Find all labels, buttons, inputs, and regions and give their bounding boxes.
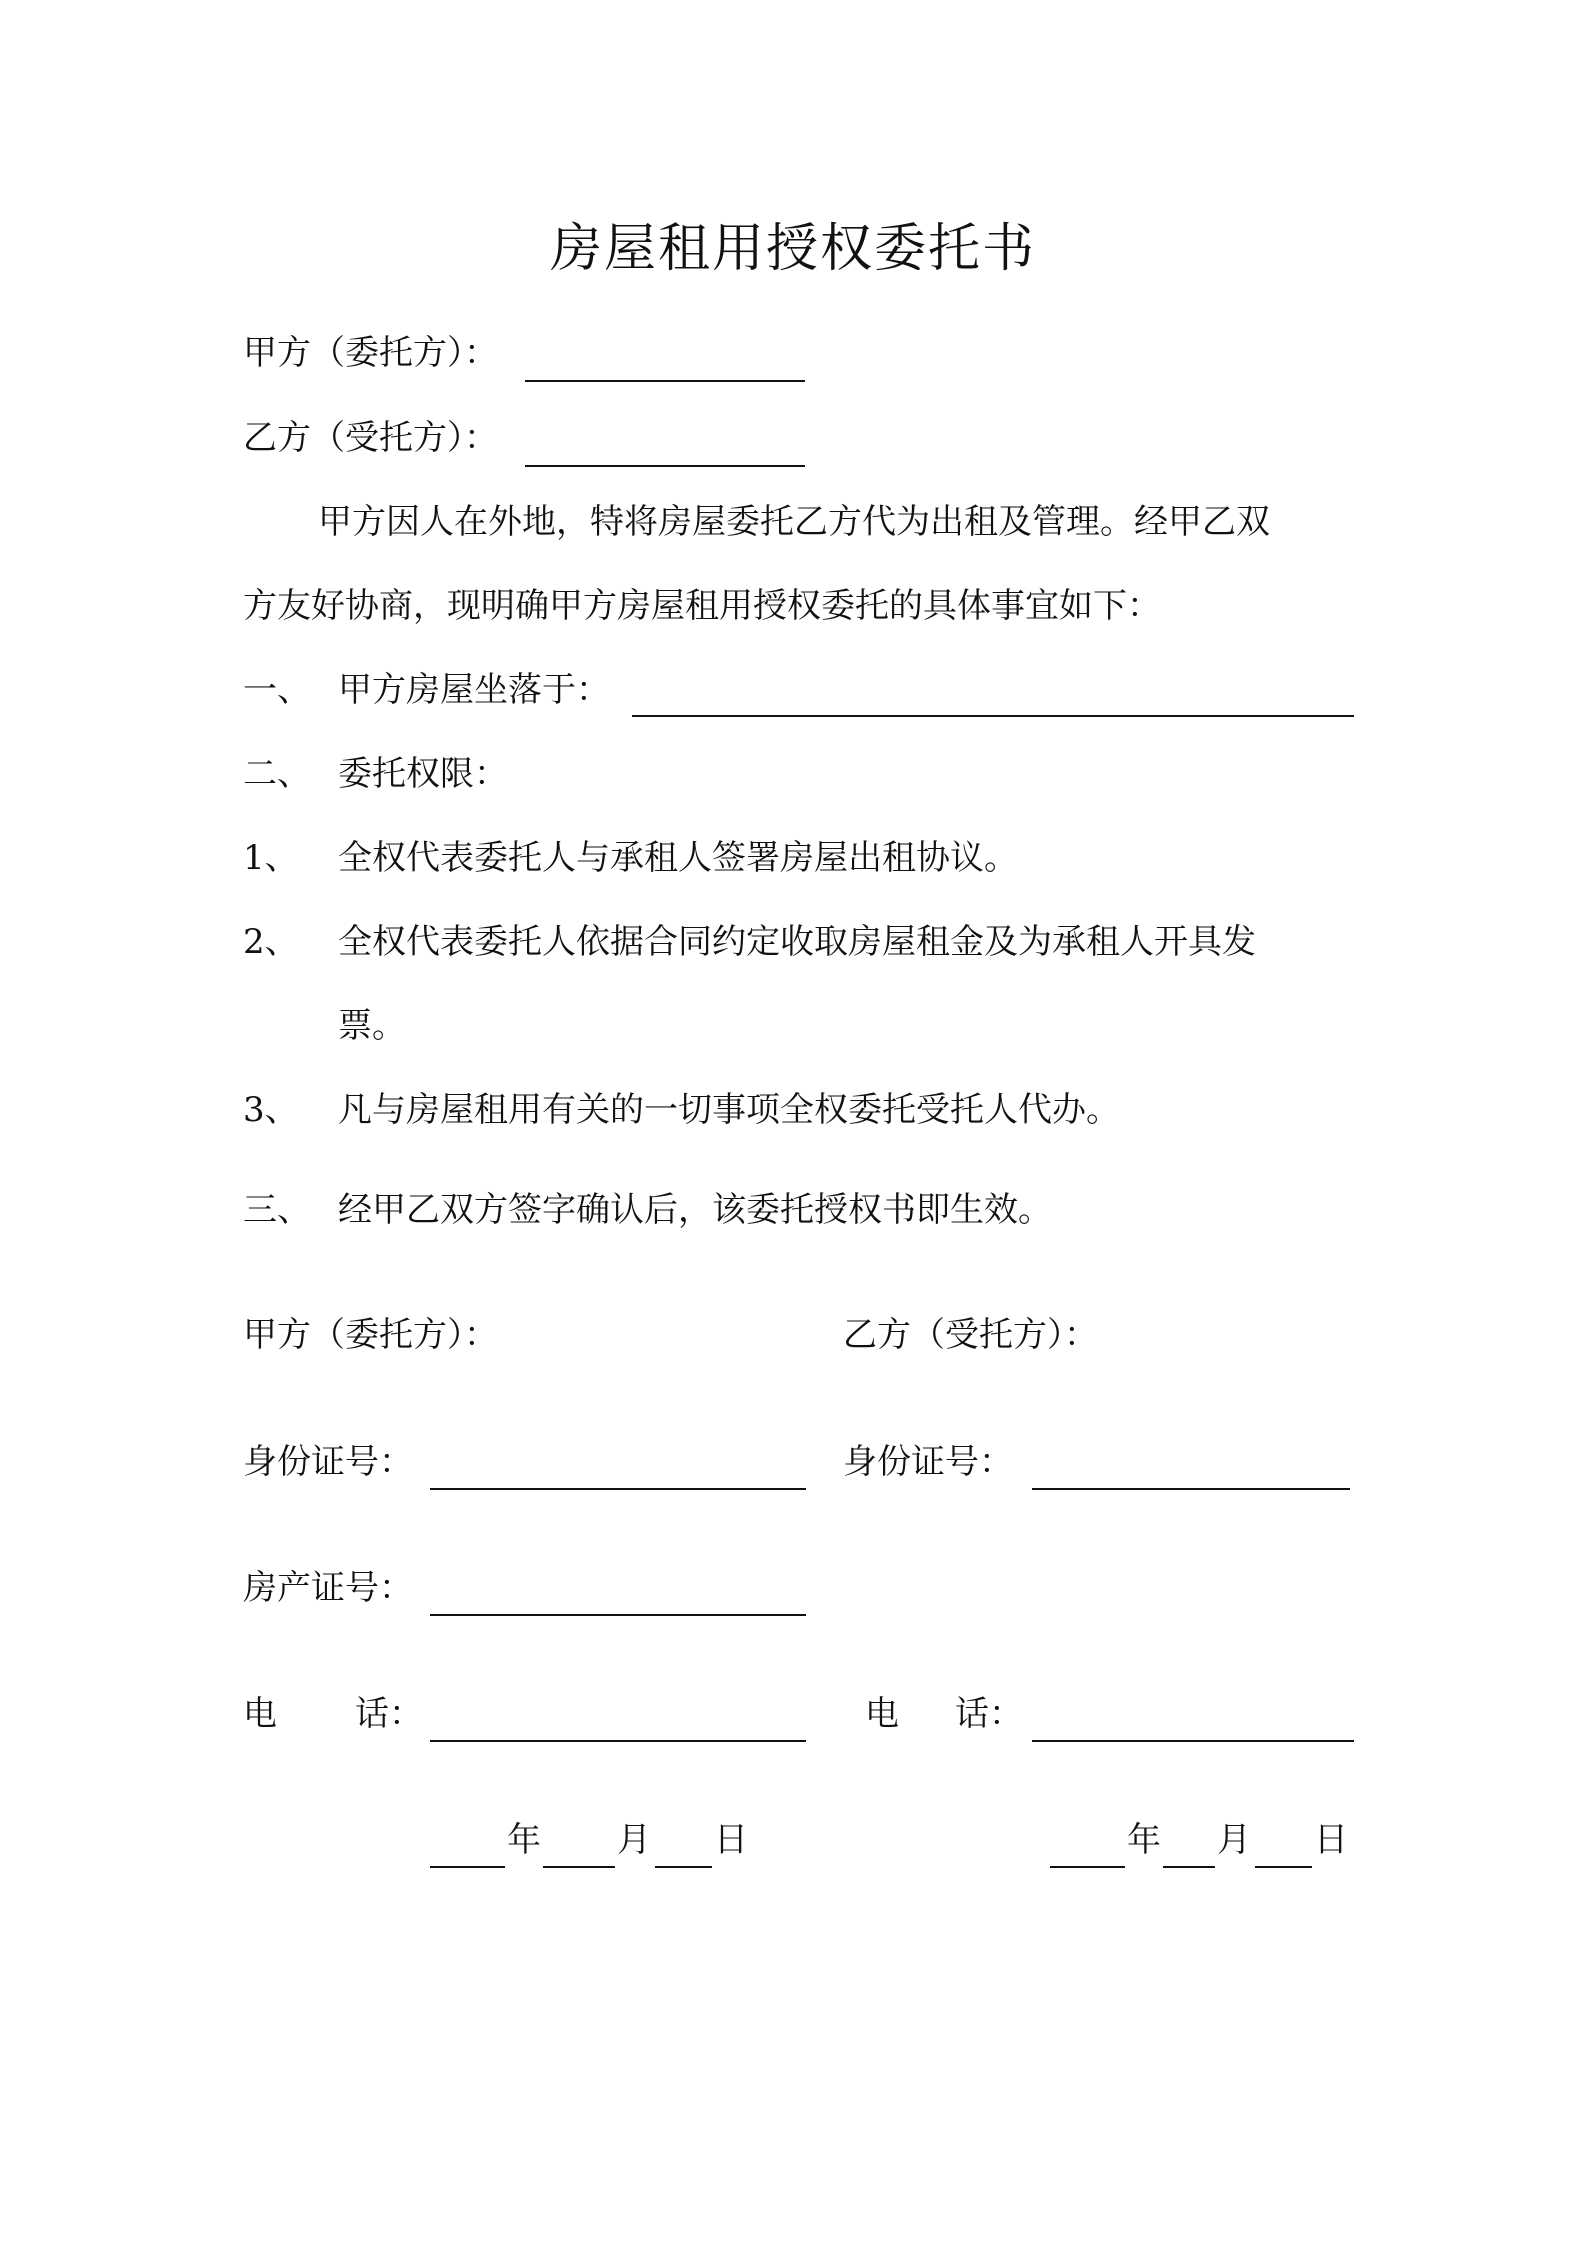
party-b-phone-blank[interactable] <box>1032 1740 1354 1742</box>
party-b-day-label: 日 <box>1314 1820 1348 1860</box>
party-b-blank[interactable] <box>525 465 805 467</box>
document-title: 房屋租用授权委托书 <box>549 219 1036 279</box>
item-1-text: 全权代表委托人与承租人签署房屋出租协议。 <box>338 838 1018 878</box>
item-3-number: 3、 <box>243 1090 299 1130</box>
party-b-id-blank[interactable] <box>1032 1488 1350 1490</box>
party-a-day-label: 日 <box>714 1820 748 1860</box>
section-2-number: 二、 <box>243 754 311 794</box>
party-a-id-blank[interactable] <box>430 1488 806 1490</box>
party-b-month-blank[interactable] <box>1163 1866 1215 1868</box>
property-address-blank[interactable] <box>632 715 1354 717</box>
party-b-year-blank[interactable] <box>1050 1866 1125 1868</box>
item-2-text: 全权代表委托人依据合同约定收取房屋租金及为承租人开具发 <box>338 922 1256 962</box>
party-a-label: 甲方（委托方）： <box>243 333 498 373</box>
party-a-blank[interactable] <box>525 380 805 382</box>
item-2-text-continued: 票。 <box>338 1006 406 1046</box>
party-a-day-blank[interactable] <box>655 1866 712 1868</box>
party-a-phone-blank[interactable] <box>430 1740 806 1742</box>
signature-party-b-label: 乙方（受托方）： <box>843 1315 1098 1355</box>
party-a-year-blank[interactable] <box>430 1866 505 1868</box>
item-1-number: 1、 <box>243 838 299 878</box>
party-b-month-label: 月 <box>1217 1820 1251 1860</box>
party-a-phone-char-1: 电 <box>243 1694 277 1734</box>
section-1-text: 甲方房屋坐落于： <box>338 670 610 710</box>
item-2-number: 2、 <box>243 922 299 962</box>
section-1-number: 一、 <box>243 670 311 710</box>
property-cert-blank[interactable] <box>430 1614 806 1616</box>
party-b-phone-char-1: 电 <box>865 1694 899 1734</box>
signature-party-a-label: 甲方（委托方）： <box>243 1315 498 1355</box>
party-a-id-label: 身份证号： <box>243 1442 413 1482</box>
party-b-label: 乙方（受托方）： <box>243 418 498 458</box>
party-b-day-blank[interactable] <box>1255 1866 1312 1868</box>
item-3-text: 凡与房屋租用有关的一切事项全权委托受托人代办。 <box>338 1090 1120 1130</box>
party-a-year-label: 年 <box>507 1820 541 1860</box>
party-a-month-blank[interactable] <box>543 1866 615 1868</box>
party-b-phone-char-2: 话： <box>955 1694 1023 1734</box>
section-3-text: 经甲乙双方签字确认后，该委托授权书即生效。 <box>338 1190 1052 1230</box>
intro-line-1: 甲方因人在外地，特将房屋委托乙方代为出租及管理。经甲乙双 <box>318 502 1270 542</box>
party-a-month-label: 月 <box>617 1820 651 1860</box>
property-cert-label: 房产证号： <box>243 1568 413 1608</box>
party-b-year-label: 年 <box>1127 1820 1161 1860</box>
section-2-text: 委托权限： <box>338 754 508 794</box>
party-b-id-label: 身份证号： <box>843 1442 1013 1482</box>
section-3-number: 三、 <box>243 1190 311 1230</box>
party-a-phone-char-2: 话： <box>355 1694 423 1734</box>
intro-line-2: 方友好协商，现明确甲方房屋租用授权委托的具体事宜如下： <box>243 586 1161 626</box>
